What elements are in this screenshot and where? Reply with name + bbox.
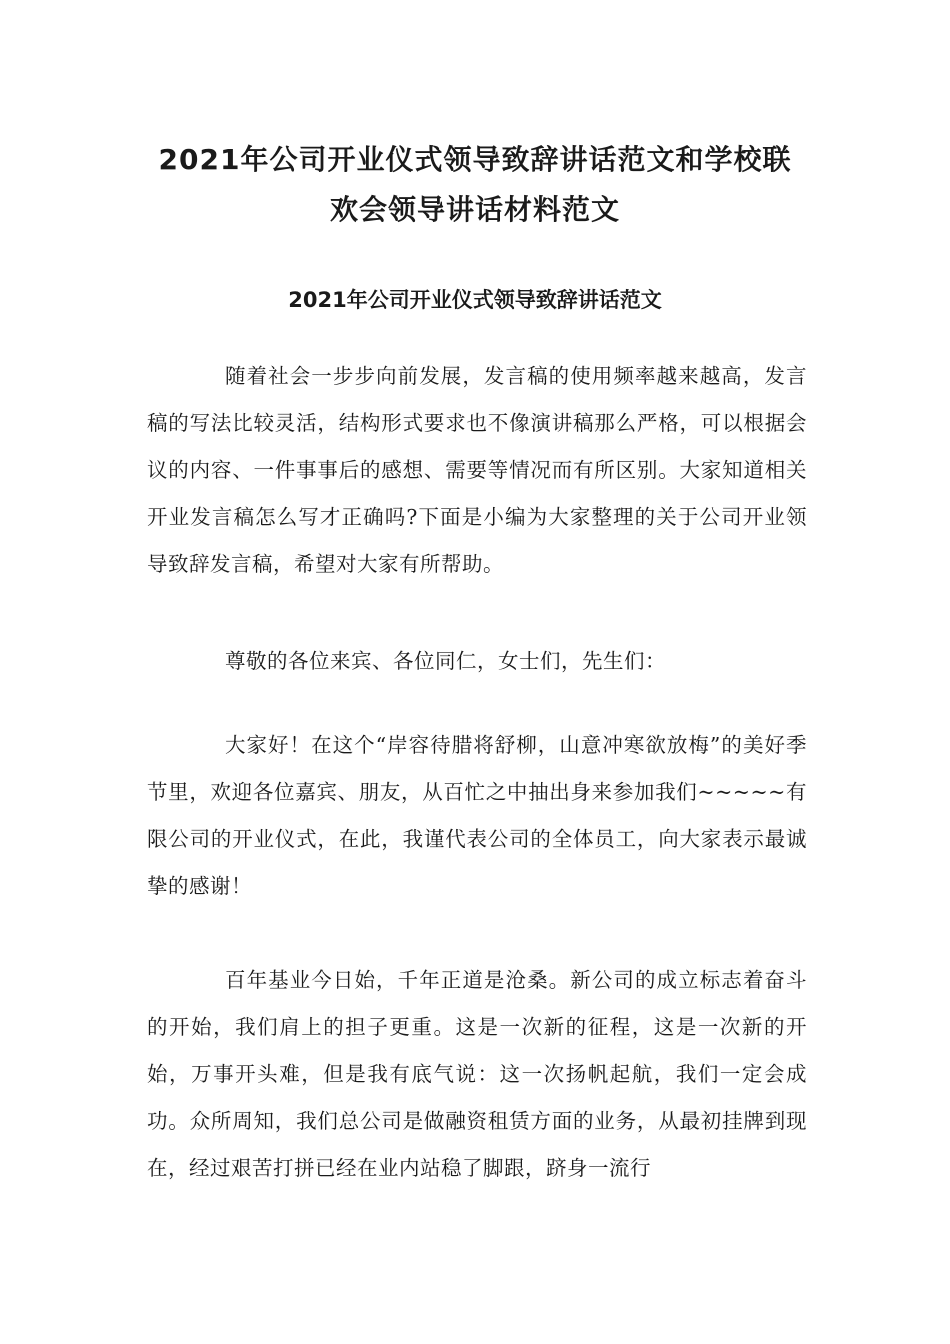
section-title: 2021年公司开业仪式领导致辞讲话范文: [288, 288, 662, 312]
paragraph-greeting: 大家好！在这个“岸容待腊将舒柳，山意冲寒欲放梅”的美好季节里，欢迎各位嘉宾、朋友，从百忙之中抽出身来参加我们~~~~~有限公司的开业仪式，在此，我谨代表公司的全体员工，向大家表示最诚挚的感谢！: [147, 733, 807, 898]
document-title: 2021年公司开业仪式领导致辞讲话范文和学校联欢会领导讲话材料范文: [158, 143, 792, 226]
paragraph-body: 百年基业今日始，千年正道是沧桑。新公司的成立标志着奋斗的开始，我们肩上的担子更重。这是一次新的征程，这是一次新的开始，万事开头难，但是我有底气说：这一次扬帆起航，我们一定会成功。众所周知，我们总公司是做融资租赁方面的业务，从最初挂牌到现在，经过艰苦打拼已经在业内站稳了脚跟，跻身一流行: [147, 968, 807, 1180]
paragraph-salutation: 尊敬的各位来宾、各位同仁，女士们，先生们：: [225, 649, 666, 673]
paragraph-intro: 随着社会一步步向前发展，发言稿的使用频率越来越高，发言稿的写法比较灵活，结构形式要求也不像演讲稿那么严格，可以根据会议的内容、一件事事后的感想、需要等情况而有所区别。大家知道相关开业发言稿怎么写才正确吗?下面是小编为大家整理的关于公司开业领导致辞发言稿，希望对大家有所帮助。: [147, 364, 807, 576]
